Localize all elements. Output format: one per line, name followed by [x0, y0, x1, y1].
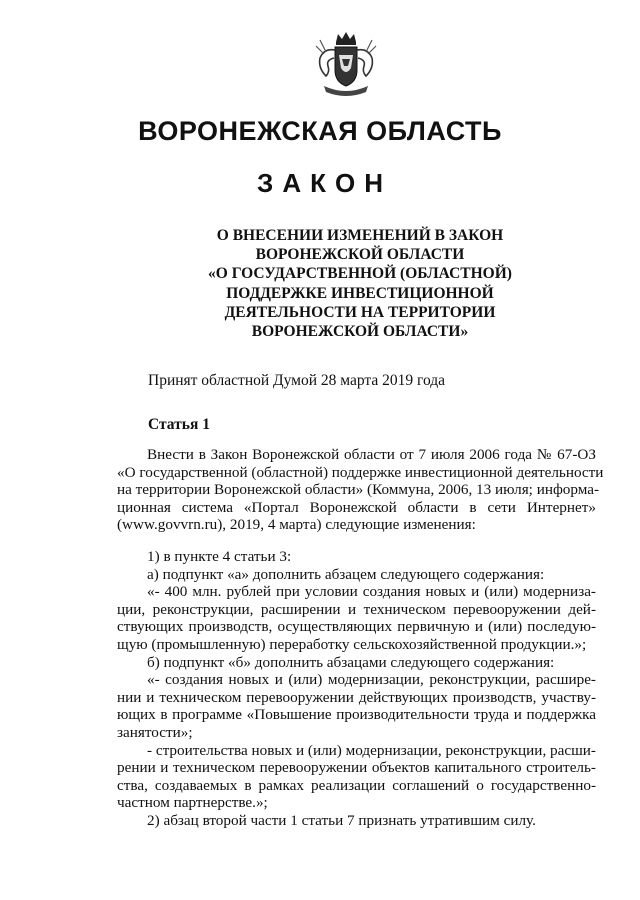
sub-b-line: нии и техническом перевооружении действующих производств, участву- — [117, 688, 596, 706]
sub-a-line: ствующих производств, осуществляющих первичную и (или) последую- — [117, 618, 596, 636]
sub-b-line: ющих в программе «Повышение производительности труда и поддержка — [117, 706, 596, 724]
law-title-line: ДЕЯТЕЛЬНОСТИ НА ТЕРРИТОРИИ — [224, 303, 496, 321]
sub-b-label: б) подпункт «б» дополнить абзацами следующего содержания: — [147, 653, 555, 671]
intro-line: на территории Воронежской области» (Коммуна, 2006, 13 июля; информа- — [117, 481, 600, 499]
intro-line: ционная система «Портал Воронежской области в сети Интернет» — [117, 498, 596, 516]
law-title — [150, 226, 570, 341]
paragraph-gap — [117, 534, 596, 548]
law-title-line: О ВНЕСЕНИИ ИЗМЕНЕНИЙ В ЗАКОН — [216, 227, 504, 244]
sub-a-line: «- 400 млн. рублей при условии создания новых и (или) модерниза- — [147, 583, 596, 601]
region-title: ВОРОНЕЖСКАЯ ОБЛАСТЬ — [138, 116, 502, 146]
law-title-line: ПОДДЕРЖКЕ ИНВЕСТИЦИОННОЙ — [226, 284, 494, 302]
article-body — [117, 446, 604, 829]
intro-line: (www.govvrn.ru), 2019, 4 марта) следующие изменения: — [117, 516, 476, 534]
sub-b-line: ства, создаваемых в рамках реализации соглашений о государственно- — [117, 776, 596, 794]
law-title-line: ВОРОНЕЖСКОЙ ОБЛАСТИ» — [251, 323, 469, 341]
sub-b-line: - строительства новых и (или) модернизации, реконструкции, расши- — [147, 741, 596, 759]
coat-of-arms-icon — [306, 28, 386, 104]
sub-b-line: частном партнерстве.»; — [117, 794, 268, 812]
intro-line: Внести в Закон Воронежской области от 7 июля 2006 года № 67-ОЗ — [147, 446, 596, 463]
law-title-line: «О ГОСУДАРСТВЕННОЙ (ОБЛАСТНОЙ) — [208, 265, 512, 283]
law-title-line: ВОРОНЕЖСКОЙ ОБЛАСТИ — [255, 246, 465, 264]
sub-b-line: рении и техническом перевооружении объектов капитального строитель- — [117, 759, 596, 777]
sub-a-line: ции, реконструкции, расширении и техническом перевооружении дей- — [117, 600, 596, 618]
sub-b-line: «- создания новых и (или) модернизации, реконструкции, расшире- — [147, 671, 596, 689]
item-1-label: 1) в пункте 4 статьи 3: — [147, 547, 292, 565]
intro-line: «О государственной (областной) поддержке инвестиционной деятельности — [117, 463, 604, 481]
sub-a-line: щую (промышленную) переработку сельскохозяйственной продукции.»; — [117, 635, 587, 653]
sub-a-label: а) подпункт «а» дополнить абзацем следующего содержания: — [147, 565, 545, 583]
sub-b-line: занятости»; — [117, 723, 193, 741]
document-type: ЗАКОН — [257, 168, 392, 198]
item-2: 2) абзац второй части 1 статьи 7 признать утратившим силу. — [147, 811, 536, 829]
article-heading: Статья 1 — [148, 416, 210, 433]
adoption-date: Принят областной Думой 28 марта 2019 года — [148, 372, 446, 389]
